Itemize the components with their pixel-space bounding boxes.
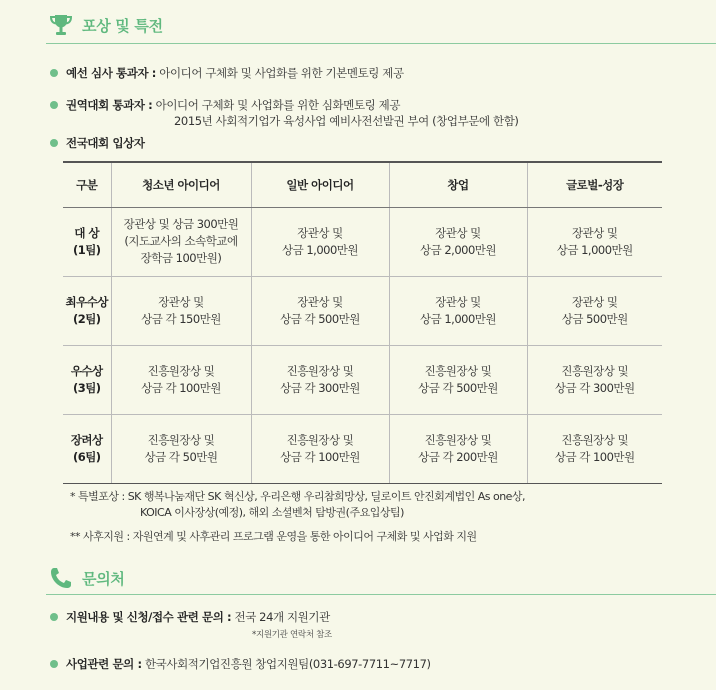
table-row — [63, 207, 662, 276]
cell-text: 상금 1,000만원 — [419, 311, 496, 326]
cell-text: 상금 각 100만원 — [141, 380, 221, 395]
table-row — [63, 276, 662, 345]
cell-text: 장관상 및 — [571, 225, 618, 240]
contact-section-header — [46, 563, 125, 593]
row-header-cell — [63, 276, 111, 345]
preliminary-passers-text: 아이디어 구체화 및 사업화를 위한 기본멘토링 제공 — [159, 66, 404, 80]
table-row — [63, 414, 662, 483]
table-cell — [111, 345, 251, 414]
cell-text: 상금 2,000만원 — [419, 242, 496, 257]
table-cell — [389, 276, 527, 345]
cell-text: (지도교사의 소속학교에 — [124, 234, 238, 248]
table-cell — [251, 207, 389, 276]
table-cell — [389, 207, 527, 276]
bullet-dot — [50, 139, 58, 147]
table-cell — [111, 414, 251, 483]
cell-text: 상금 1,000만원 — [281, 242, 358, 257]
awards-section-title: 포상 및 특전 — [82, 16, 163, 35]
preliminary-passers-line — [66, 65, 404, 81]
cell-text: 상금 각 300만원 — [280, 380, 360, 395]
team-count: (3팀) — [72, 380, 101, 395]
special-award-note-2: KOICA 이사장상(예정), 해외 소셜벤처 탐방권(주요입상팀) — [140, 506, 404, 519]
application-inquiry-text: 전국 24개 지원기관 — [234, 610, 330, 624]
business-inquiry-text: 한국사회적기업진흥원 창업지원팀(031-697-7711~7717) — [144, 657, 431, 671]
team-count: (6팀) — [72, 449, 101, 464]
application-inquiry-label: 지원내용 및 신청/접수 관련 문의 : — [66, 610, 232, 624]
cell-text: 진흥원장상 및 — [561, 432, 629, 447]
application-inquiry-line — [66, 609, 330, 625]
national-winners-label: 전국대회 입상자 — [66, 136, 145, 150]
table-header-cell: 글로벌-성장 — [527, 162, 662, 207]
table-cell — [111, 276, 251, 345]
business-inquiry-line — [66, 656, 431, 672]
cell-text: 진흥원장상 및 — [147, 432, 215, 447]
row-header-cell — [63, 207, 111, 276]
phone-icon — [46, 564, 76, 592]
cell-text: 상금 각 500만원 — [280, 311, 360, 326]
table-header-row — [63, 162, 662, 207]
cell-text: 진흥원장상 및 — [561, 363, 629, 378]
award-name: 장려상 — [70, 432, 103, 447]
award-name: 우수상 — [70, 363, 103, 378]
bullet-dot — [50, 101, 58, 109]
table-cell — [527, 414, 662, 483]
table-cell — [251, 276, 389, 345]
awards-section-divider — [46, 43, 716, 44]
table-header-cell: 구분 — [63, 162, 111, 207]
cell-text: 장관상 및 상금 300만원 — [123, 217, 239, 231]
trophy-icon — [46, 11, 76, 39]
cell-text: 장관상 및 — [297, 225, 343, 240]
award-name: 최우수상 — [65, 294, 108, 309]
cell-text: 상금 각 500만원 — [418, 380, 498, 395]
cell-text: 장관상 및 — [435, 294, 481, 309]
contact-section-divider — [46, 594, 716, 595]
cell-text: 상금 각 300만원 — [554, 380, 635, 395]
cell-text: 상금 1,000만원 — [556, 242, 633, 257]
preliminary-passers-label: 예선 심사 통과자 : — [66, 66, 156, 80]
cell-text: 상금 각 150만원 — [141, 311, 221, 326]
table-row — [63, 345, 662, 414]
team-count: (1팀) — [72, 242, 101, 257]
regional-passers-label: 권역대회 통과자 : — [66, 98, 153, 112]
cell-text: 진흥원장상 및 — [424, 363, 492, 378]
bullet-dot — [50, 613, 58, 621]
awards-table — [63, 161, 662, 484]
regional-passers-line — [66, 97, 400, 113]
table-cell — [527, 207, 662, 276]
table-header-cell: 창업 — [389, 162, 527, 207]
follow-up-support-note: ** 사후지원 : 자원연계 및 사후관리 프로그램 운영을 통한 아이디어 구체화 및 사업화 지원 — [70, 530, 477, 543]
cell-text: 진흥원장상 및 — [286, 363, 354, 378]
bullet-dot — [50, 69, 58, 77]
table-cell — [389, 414, 527, 483]
special-award-note: * 특별포상 : SK 행복나눔재단 SK 혁신상, 우리은행 우리참희망상, 딜로이트 안진회계법인 As one상, — [70, 490, 526, 503]
cell-text: 장관상 및 — [435, 225, 481, 240]
team-count: (2팀) — [72, 311, 101, 326]
awards-section-header — [46, 10, 163, 40]
table-cell — [527, 276, 662, 345]
bullet-dot — [50, 660, 58, 668]
contact-section-title: 문의처 — [82, 569, 125, 588]
contact-reference-note: *지원기관 연락처 참조 — [252, 630, 332, 640]
cell-text: 상금 각 50만원 — [144, 449, 218, 464]
table-cell — [251, 414, 389, 483]
cell-text: 진흥원장상 및 — [286, 432, 354, 447]
award-name: 대 상 — [74, 225, 100, 240]
regional-passers-text-2: 2015년 사회적기업가 육성사업 예비사전선발권 부여 (창업부문에 한함) — [174, 114, 519, 128]
cell-text: 장관상 및 — [297, 294, 343, 309]
cell-text: 상금 각 200만원 — [418, 449, 498, 464]
regional-passers-text: 아이디어 구체화 및 사업화를 위한 심화멘토링 제공 — [155, 98, 401, 112]
cell-text: 장관상 및 — [571, 294, 618, 309]
cell-text: 상금 500만원 — [561, 311, 628, 326]
cell-text: 상금 각 100만원 — [554, 449, 635, 464]
table-cell — [389, 345, 527, 414]
cell-text: 상금 각 100만원 — [280, 449, 360, 464]
row-header-cell — [63, 414, 111, 483]
cell-text: 장관상 및 — [158, 294, 204, 309]
table-header-cell: 일반 아이디어 — [251, 162, 389, 207]
table-cell — [251, 345, 389, 414]
cell-text: 장학금 100만원) — [140, 251, 222, 265]
table-cell — [111, 207, 251, 276]
national-winners-line — [66, 135, 145, 151]
cell-text: 진흥원장상 및 — [147, 363, 215, 378]
cell-text: 진흥원장상 및 — [424, 432, 492, 447]
table-header-cell: 청소년 아이디어 — [111, 162, 251, 207]
table-cell — [527, 345, 662, 414]
row-header-cell — [63, 345, 111, 414]
business-inquiry-label: 사업관련 문의 : — [66, 657, 142, 671]
